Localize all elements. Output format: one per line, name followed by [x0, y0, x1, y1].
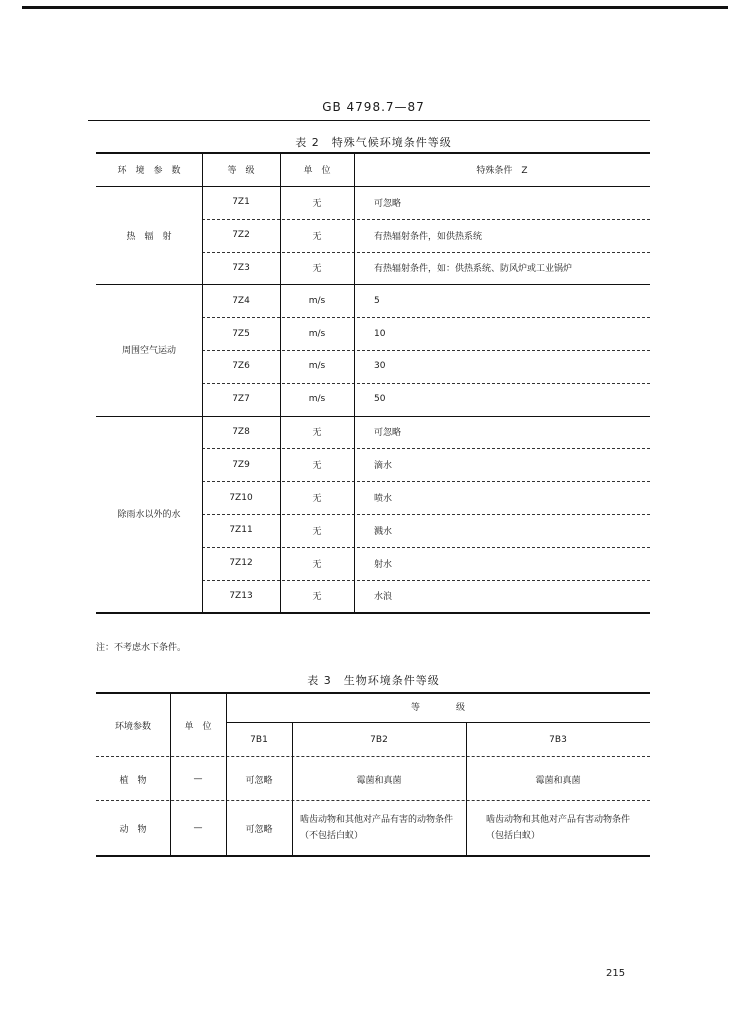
t2-cell-unit: 无: [312, 559, 322, 570]
t3-vline-1: [170, 694, 171, 855]
t3-vline-3: [292, 722, 293, 855]
t2-header-grade: 等 级: [227, 165, 255, 176]
t3-row-animal-7b1: 可忽略: [245, 824, 273, 835]
top-border: [22, 6, 728, 9]
t3-header-param: 环境参数: [114, 721, 151, 732]
t2-cell-param: 周围空气运动: [121, 346, 176, 357]
t2-cell-unit: m/s: [308, 361, 326, 372]
t2-cell-grade: 7Z9: [232, 459, 250, 470]
t3-header-grade: 等 级: [410, 702, 465, 713]
t2-cell-grade: 7Z2: [232, 230, 250, 241]
t2-header-condition: 特殊条件 Z: [476, 165, 528, 176]
t3-row-animal-unit: —: [193, 823, 203, 833]
t2-cell-unit: 无: [312, 264, 322, 275]
t2-cell-grade: 7Z5: [232, 328, 250, 339]
t2-cell-condition: 喷水: [374, 494, 393, 505]
page-number: 215: [606, 968, 626, 979]
t3-row-plant-7b2: 霉菌和真菌: [356, 775, 402, 786]
t2-cell-unit: m/s: [308, 328, 326, 339]
t2-cell-condition: 可忽略: [374, 428, 402, 439]
t2-cell-condition: 5: [374, 295, 380, 306]
t3-row-plant-7b1: 可忽略: [245, 775, 273, 786]
t3-row-plant-param: 植 物: [119, 775, 147, 786]
t3-grade-rule: [226, 722, 650, 723]
t2-cell-grade: 7Z6: [232, 361, 250, 372]
t3-vline-4: [466, 722, 467, 855]
t3-row-animal-7b2: 啮齿动物和其他对产品有害的动物条件（不包括白蚁）: [300, 815, 454, 841]
t3-grade-7b1: 7B1: [250, 735, 268, 745]
t3-row-plant-unit: —: [193, 774, 203, 784]
t2-cell-condition: 可忽略: [374, 198, 402, 209]
t2-cell-unit: 无: [312, 428, 322, 439]
t2-cell-grade: 7Z11: [229, 525, 253, 536]
t2-cell-grade: 7Z7: [232, 394, 250, 405]
t2-cell-param: 除雨水以外的水: [117, 510, 181, 521]
t2-cell-grade: 7Z1: [232, 197, 250, 208]
t2-cell-unit: 无: [312, 231, 322, 242]
t2-cell-param: 热 辐 射: [126, 231, 172, 242]
t2-cell-unit: 无: [312, 461, 322, 472]
t2-cell-condition: 50: [374, 394, 386, 405]
t2-cell-condition: 10: [374, 328, 386, 339]
t2-cell-grade: 7Z10: [229, 492, 253, 503]
table2-caption: 表 2 特殊气候环境条件等级: [295, 136, 452, 149]
t2-cell-unit: m/s: [308, 394, 326, 405]
t2-cell-condition: 滴水: [374, 461, 393, 472]
t3-row-animal-7b3: 啮齿动物和其他对产品有害动物条件（包括白蚁）: [486, 815, 631, 841]
t2-vline-2: [280, 152, 281, 612]
t2-cell-condition: 有热辐射条件，如供热系统: [374, 231, 483, 242]
t3-header-rule: [96, 756, 650, 757]
standard-number: GB 4798.7—87: [322, 100, 425, 114]
t2-vline-3: [354, 152, 355, 612]
header-rule: [88, 120, 650, 121]
t2-cell-condition: 30: [374, 361, 386, 372]
t2-cell-condition: 有热辐射条件，如：供热系统、防风炉或工业锅炉: [374, 264, 573, 275]
t2-cell-condition: 水浪: [374, 592, 393, 603]
t2-vline-1: [202, 152, 203, 612]
t2-cell-grade: 7Z4: [232, 295, 250, 306]
t3-grade-7b3: 7B3: [549, 735, 567, 745]
t2-cell-condition: 射水: [374, 559, 393, 570]
t3-vline-2: [226, 694, 227, 855]
t2-cell-grade: 7Z3: [232, 262, 250, 273]
t2-cell-grade: 7Z8: [232, 426, 250, 437]
t3-bottom-rule: [96, 855, 650, 857]
t2-cell-unit: 无: [312, 198, 322, 209]
t2-cell-unit: 无: [312, 526, 322, 537]
t2-header-unit: 单 位: [303, 165, 331, 176]
t3-row-animal-param: 动 物: [119, 824, 147, 835]
t3-row-rule: [96, 800, 650, 801]
t3-top-rule: [96, 692, 650, 694]
table2-note: 注：不考虑水下条件。: [96, 643, 187, 653]
t2-cell-condition: 溅水: [374, 526, 393, 537]
t2-cell-unit: 无: [312, 592, 322, 603]
t2-cell-unit: m/s: [308, 295, 326, 306]
t2-header-param: 环 境 参 数: [117, 165, 181, 176]
t3-header-unit: 单 位: [184, 721, 212, 732]
t2-bottom-rule: [96, 612, 650, 614]
table3-caption: 表 3 生物环境条件等级: [307, 674, 440, 687]
t2-cell-grade: 7Z12: [229, 558, 253, 569]
t3-row-plant-7b3: 霉菌和真菌: [535, 775, 581, 786]
t2-cell-grade: 7Z13: [229, 590, 253, 601]
t2-cell-unit: 无: [312, 494, 322, 505]
t3-grade-7b2: 7B2: [370, 735, 388, 745]
t2-top-rule: [96, 152, 650, 154]
